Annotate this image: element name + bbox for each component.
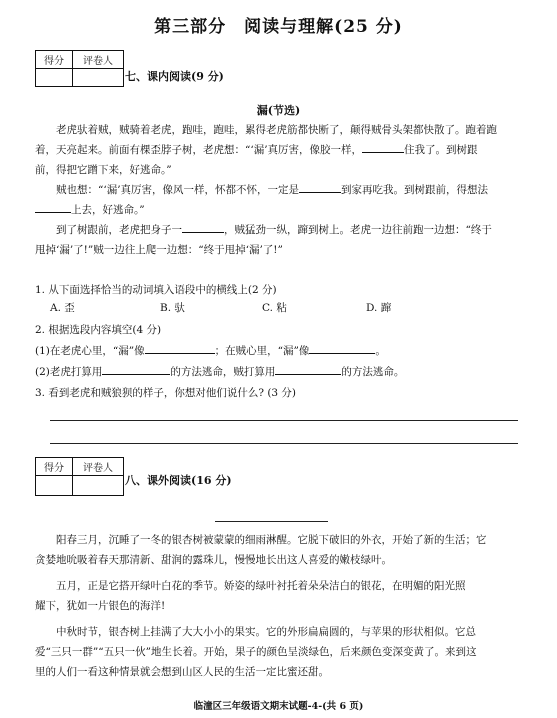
passage-text: 到了树跟前，老虎把身子一 bbox=[56, 224, 182, 236]
fill-blank[interactable] bbox=[35, 200, 71, 213]
passage-text: 住我了。到树跟 bbox=[404, 144, 478, 156]
q2-text: (2)老虎打算用 bbox=[35, 366, 103, 378]
answer-line[interactable] bbox=[50, 443, 518, 444]
option-d[interactable]: D. 蹿 bbox=[366, 302, 392, 314]
passage-line bbox=[35, 180, 530, 200]
grader-cell bbox=[73, 476, 124, 496]
passage-line: 老虎驮着贼，贼骑着老虎，跑哇，跑哇，累得老虎筋都快断了，颠得贼骨头架都快散了。跑着跑 bbox=[56, 124, 497, 136]
question-2-line-2 bbox=[35, 362, 404, 382]
grader-label: 评卷人 bbox=[73, 51, 124, 69]
passage-line: 中秋时节，银杏树上挂满了大大小小的果实。它的外形扁扁圆的，与苹果的形状相似。它总 bbox=[56, 626, 476, 638]
passage-line: 贪婪地吮吸着春天那清新、甜润的露珠儿，慢慢地长出这人喜爱的嫩枝绿叶。 bbox=[35, 554, 392, 566]
passage-text: 着，天亮起来。前面有棵歪脖子树，老虎想：“‘漏’真厉害，像胶一样， bbox=[35, 144, 363, 156]
question-2: 2. 根据选段内容填空(4 分) bbox=[35, 324, 162, 336]
passage-line: 前，得把它蹭下来，好逃命。” bbox=[35, 164, 172, 176]
passage-text: 贼也想：“‘漏’真厉害，像风一样，怀都不怀，一定是 bbox=[56, 184, 300, 196]
fill-blank[interactable] bbox=[145, 341, 215, 354]
passage-text: 上去，好逃命。” bbox=[71, 204, 145, 216]
option-b[interactable]: B. 驮 bbox=[160, 302, 185, 314]
score-box-section8 bbox=[35, 457, 124, 496]
score-box-section7 bbox=[35, 50, 124, 87]
passage-line: 阳春三月，沉睡了一冬的银杏树被蒙蒙的细雨淋醒。它脱下破旧的外衣，开始了新的生活；它 bbox=[56, 534, 487, 546]
question-2-line-1 bbox=[35, 341, 386, 361]
score-label: 得分 bbox=[36, 51, 73, 69]
title-blank[interactable] bbox=[215, 521, 328, 522]
score-cell[interactable] bbox=[36, 69, 73, 87]
passage-line: 五月，正是它搭开绿叶白花的季节。娇姿的绿叶衬托着朵朵洁白的银花，在明媚的阳光照 bbox=[56, 580, 466, 592]
q2-text: 。 bbox=[375, 345, 386, 357]
page-footer: 临潼区三年级语文期末试题-4-(共 6 页) bbox=[193, 701, 364, 712]
section7-passage bbox=[35, 120, 530, 260]
q2-text: ；在贼心里，“漏”像 bbox=[214, 345, 310, 357]
section8-passage bbox=[35, 530, 530, 682]
option-c[interactable]: C. 粘 bbox=[262, 302, 287, 314]
option-a[interactable]: A. 歪 bbox=[50, 302, 75, 314]
question-3: 3. 看到老虎和贼狼狈的样子，你想对他们说什么? (3 分) bbox=[35, 387, 297, 399]
passage-line: 里的人们一看这种情景就会想到山区人民的生活一定比蜜还甜。 bbox=[35, 666, 329, 678]
fill-blank[interactable] bbox=[309, 341, 375, 354]
score-label: 得分 bbox=[36, 458, 73, 476]
passage-text: ，贼猛劲一纵，蹿到树上。老虎一边往前跑一边想：“终于 bbox=[224, 224, 492, 236]
grader-cell bbox=[73, 69, 124, 87]
q2-text: 的方法逃命。 bbox=[341, 366, 405, 378]
fill-blank[interactable] bbox=[182, 220, 224, 233]
fill-blank[interactable] bbox=[299, 180, 341, 193]
section8-heading: 八、课外阅读(16 分) bbox=[125, 474, 232, 487]
passage-line bbox=[35, 200, 530, 220]
q2-text: 的方法逃命，贼打算用 bbox=[170, 366, 276, 378]
passage-line bbox=[35, 140, 530, 160]
grader-label: 评卷人 bbox=[73, 458, 124, 476]
passage-line: 爱“三只一群”“五只一伙”地生长着。开始，果子的颜色呈淡绿色，后来颜色变深变黄了。来到这 bbox=[35, 646, 477, 658]
section7-heading: 七、课内阅读(9 分) bbox=[125, 70, 224, 83]
passage-line: 甩掉‘漏’了!”贼一边往上爬一边想：“终于甩掉‘漏’了!” bbox=[35, 244, 283, 256]
question-1: 1. 从下面选择恰当的动词填入语段中的横线上(2 分) bbox=[35, 284, 277, 296]
fill-blank[interactable] bbox=[102, 362, 170, 375]
passage-text: 到家再吃我。到树跟前，得想法 bbox=[341, 184, 489, 196]
answer-line[interactable] bbox=[50, 420, 518, 421]
passage-line bbox=[35, 220, 530, 240]
score-cell[interactable] bbox=[36, 476, 73, 496]
passage-line: 耀下，犹如一片银色的海洋! bbox=[35, 600, 166, 612]
fill-blank[interactable] bbox=[362, 140, 404, 153]
fill-blank[interactable] bbox=[275, 362, 341, 375]
page-title: 第三部分 阅读与理解(25 分) bbox=[154, 17, 403, 37]
q2-text: (1)在老虎心里，“漏”像 bbox=[35, 345, 145, 357]
passage-title: 漏(节选) bbox=[256, 104, 301, 117]
